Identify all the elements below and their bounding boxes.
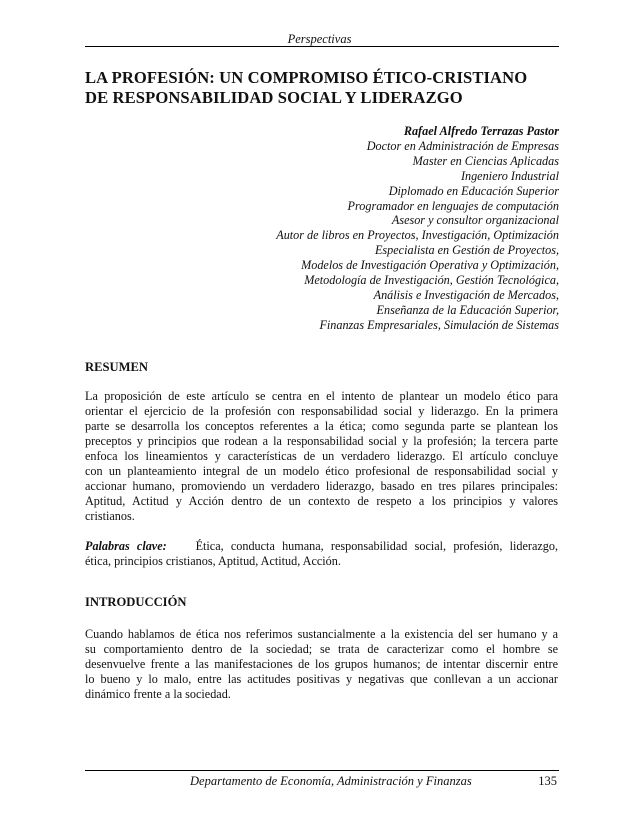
resumen-line: enfoca los lineamientos y características de un verdadero liderazgo. El artículo concluye: [85, 449, 558, 463]
author-credential: Enseñanza de la Educación Superior,: [376, 302, 559, 317]
footer-divider: [85, 770, 559, 771]
resumen-line: preceptos y principios que rodean a la responsabilidad social y la profesión; la tercera parte: [85, 434, 558, 448]
author-block: [276, 124, 559, 333]
introduccion-line: su comportamiento dentro de la sociedad; se trata de caracterizar como el hombre se: [85, 642, 558, 656]
resumen-line: orientar el ejercicio de la profesión con responsabilidad social y liderazgo. En la primera: [85, 404, 558, 418]
resumen-line: La proposición de este artículo se centra en el intento de plantear un modelo ético para: [85, 389, 558, 403]
author-credential: Análisis e Investigación de Mercados,: [373, 287, 559, 302]
keywords-paragraph: [85, 539, 558, 569]
author-credential: Master en Ciencias Aplicadas: [412, 153, 559, 168]
author-credential: Autor de libros en Proyectos, Investigación, Optimización: [276, 228, 559, 243]
author-credential: Ingeniero Industrial: [460, 168, 559, 183]
page-number: 135: [538, 774, 557, 788]
introduccion-line: desenvuelve frente a las manifestaciones de los grupos humanos; de intentar discernir entre: [85, 657, 558, 671]
introduccion-line: Cuando hablamos de ética nos referimos sustancialmente a la existencia del ser humano y a: [85, 627, 558, 641]
author-credential: Asesor y consultor organizacional: [391, 213, 559, 228]
title-line: LA PROFESIÓN: UN COMPROMISO ÉTICO-CRISTIANO: [85, 68, 528, 87]
header-divider: [85, 46, 559, 47]
resumen-heading: RESUMEN: [85, 360, 148, 374]
introduccion-line: dinámico frente a la sociedad.: [85, 687, 231, 701]
title-line: DE RESPONSABILIDAD SOCIAL Y LIDERAZGO: [85, 88, 463, 107]
author-credential: Modelos de Investigación Operativa y Optimización,: [301, 258, 559, 273]
keywords-label: Palabras clave:: [85, 539, 167, 553]
footer-department: Departamento de Economía, Administración y Finanzas: [190, 774, 472, 788]
introduccion-paragraph: [85, 627, 558, 702]
author-credential: Diplomado en Educación Superior: [388, 183, 559, 198]
introduccion-line: lo bueno y lo malo, entre las actitudes positivas y negativas que conllevan a un accionar: [85, 672, 558, 686]
resumen-line: parte se desarrolla los conceptos referentes a la ética; como segunda parte se plantean los: [85, 419, 558, 433]
keywords-line: ética, principios cristianos, Aptitud, Actitud, Acción.: [85, 554, 341, 568]
author-credential: Doctor en Administración de Empresas: [366, 138, 559, 153]
keywords-line: [85, 539, 558, 554]
resumen-line: con un planteamiento integral de un modelo ético profesional de responsabilidad social y: [85, 464, 558, 478]
resumen-line: Aptitud, Actitud y Acción dentro de un contexto de respeto a los principios y valores: [85, 494, 558, 508]
resumen-line: accionar humano, promoviendo un verdadero liderazgo, basado en tres pilares principales:: [85, 479, 558, 493]
author-credential: Especialista en Gestión de Proyectos,: [374, 243, 559, 258]
resumen-line: cristianos.: [85, 509, 135, 523]
author-credential: Programador en lenguajes de computación: [347, 198, 559, 213]
article-title: [85, 68, 565, 108]
keywords-text: Ética, conducta humana, responsabilidad social, profesión, liderazgo,: [195, 539, 558, 553]
author-credential: Metodología de Investigación, Gestión Tecnológica,: [304, 273, 559, 288]
author-name: Rafael Alfredo Terrazas Pastor: [403, 124, 559, 138]
resumen-paragraph: [85, 389, 558, 524]
running-header: Perspectivas: [287, 32, 352, 46]
introduccion-heading: INTRODUCCIÓN: [85, 595, 187, 609]
author-credential: Finanzas Empresariales, Simulación de Sistemas: [319, 317, 559, 332]
